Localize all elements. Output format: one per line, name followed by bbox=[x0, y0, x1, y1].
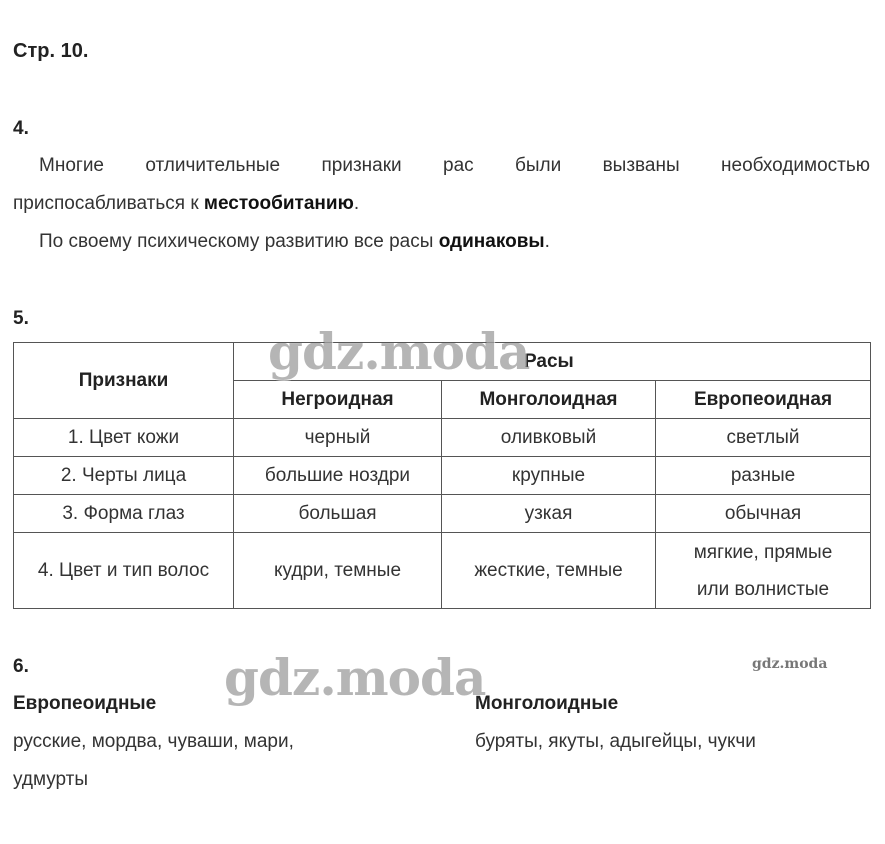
table-row bbox=[14, 419, 871, 457]
task4-line3 bbox=[13, 223, 870, 261]
row-value: обычная bbox=[656, 495, 871, 533]
row-value: светлый bbox=[656, 419, 871, 457]
watermark-small: gdz.moda bbox=[752, 656, 828, 672]
task6-number: 6. bbox=[13, 656, 29, 677]
table-row bbox=[14, 457, 871, 495]
header-signs: Признаки bbox=[14, 343, 234, 419]
header-col-negroid: Негроидная bbox=[234, 381, 442, 419]
row-value: разные bbox=[656, 457, 871, 495]
row-value: черный bbox=[234, 419, 442, 457]
row-value: кудри, темные bbox=[234, 533, 442, 609]
task4-line1-text: Многие отличительные признаки рас были вызваны необходимостью bbox=[39, 155, 870, 176]
watermark-logo: gdz.moda bbox=[268, 322, 530, 381]
task5-number: 5. bbox=[13, 308, 29, 329]
row-sign: 3. Форма глаз bbox=[14, 495, 234, 533]
task4-line2-text: приспосабливаться к bbox=[13, 193, 204, 214]
task4-line2 bbox=[13, 185, 870, 223]
europoid-peoples: русские, мордва, чуваши, мари, удмурты bbox=[13, 731, 294, 790]
header-col-europoid: Европеоидная bbox=[656, 381, 871, 419]
row-value: оливковый bbox=[442, 419, 656, 457]
watermark-logo: gdz.moda bbox=[224, 648, 486, 707]
task4-line3-text: По своему психическому развитию все расы bbox=[39, 231, 439, 252]
row-sign: 2. Черты лица bbox=[14, 457, 234, 495]
task4-line2-bold: местообитанию bbox=[203, 193, 354, 214]
row-value: жесткие, темные bbox=[442, 533, 656, 609]
row-value: большая bbox=[234, 495, 442, 533]
task4-line2-suffix: . bbox=[353, 193, 360, 214]
europoid-title: Европеоидные bbox=[13, 693, 157, 714]
mongoloid-peoples: буряты, якуты, адыгейцы, чукчи bbox=[475, 731, 756, 752]
header-races: Расы bbox=[234, 343, 871, 381]
row-value: мягкие, прямые или волнистые bbox=[656, 533, 871, 609]
task4-line3-suffix: . bbox=[544, 231, 550, 252]
row-value: крупные bbox=[442, 457, 656, 495]
row-value: узкая bbox=[442, 495, 656, 533]
row-value: большие ноздри bbox=[234, 457, 442, 495]
races-table bbox=[13, 342, 871, 609]
task4-line3-bold: одинаковы bbox=[438, 231, 545, 252]
task4-line1 bbox=[13, 147, 870, 185]
row-sign: 4. Цвет и тип волос bbox=[14, 533, 234, 609]
mongoloid-title: Монголоидные bbox=[475, 693, 619, 714]
page-heading: Стр. 10. bbox=[13, 40, 89, 62]
table-row bbox=[14, 495, 871, 533]
header-col-mongoloid: Монголоидная bbox=[442, 381, 656, 419]
task4-number: 4. bbox=[13, 118, 29, 139]
row-sign: 1. Цвет кожи bbox=[14, 419, 234, 457]
table-row bbox=[14, 533, 871, 609]
